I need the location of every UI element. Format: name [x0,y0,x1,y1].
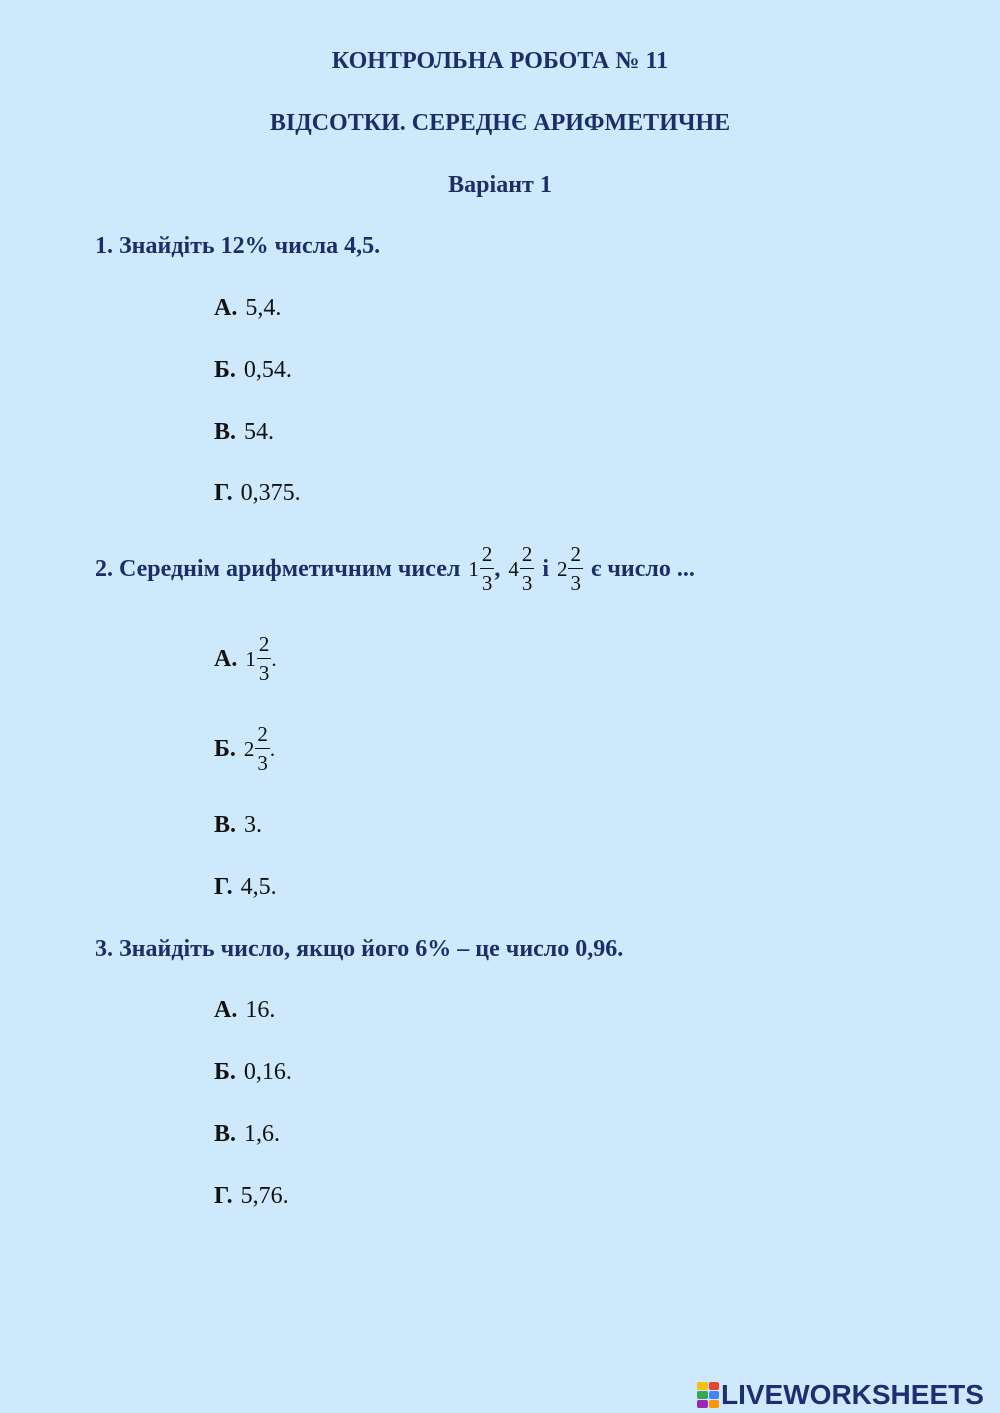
q3-option-b[interactable] [214,1059,292,1086]
option-value: 5,76. [240,1183,289,1209]
logo-block [697,1382,708,1390]
q2-option-d[interactable] [214,874,277,901]
option-value: 0,375. [240,480,301,506]
denominator: 3 [570,571,581,595]
option-letter: Б. [214,1059,236,1085]
separator-comma: , [494,555,501,582]
liveworksheets-logo[interactable] [697,1378,984,1412]
option-letter: Б. [214,735,236,762]
numerator: 2 [257,634,272,659]
option-value: 16. [245,997,276,1023]
option-value: 3. [244,812,263,838]
logo-block [709,1391,720,1399]
q1-option-b[interactable] [214,357,292,384]
question-2 [95,544,695,594]
question-1: 1. Знайдіть 12% числа 4,5. [95,233,381,259]
logo-mark-icon [697,1382,719,1408]
logo-block [709,1400,720,1408]
fraction [480,544,495,594]
q2-option-b[interactable] [214,724,275,774]
q3-option-a[interactable] [214,997,275,1024]
option-letter: А. [214,295,238,321]
fraction [255,724,270,774]
question-2-prefix: 2. Середнім арифметичним чисел [95,555,461,582]
denominator: 3 [257,751,268,775]
whole-part: 2 [243,736,255,761]
numerator: 2 [520,544,535,569]
mixed-number [245,634,276,684]
numerator: 2 [568,544,583,569]
option-letter: Б. [214,357,236,383]
question-2-suffix: є число ... [590,555,695,582]
q3-option-d[interactable] [214,1183,289,1210]
option-letter: А. [214,997,238,1023]
option-letter: В. [214,1121,237,1147]
q1-option-c[interactable] [214,419,274,446]
denominator: 3 [481,571,493,595]
mixed-number-2 [508,544,534,594]
option-letter: Г. [214,480,233,506]
option-letter: В. [214,812,237,838]
option-letter: Г. [214,874,233,900]
logo-block [697,1400,708,1408]
option-letter: А. [214,645,238,672]
numerator: 2 [480,544,495,569]
q1-option-d[interactable] [214,480,301,507]
q3-option-c[interactable] [214,1121,280,1148]
numerator: 2 [255,724,270,749]
test-topic: ВІДСОТКИ. СЕРЕДНЄ АРИФМЕТИЧНЕ [269,110,731,136]
whole-part: 1 [468,556,479,581]
question-3: 3. Знайдіть число, якщо його 6% – це число 0,96. [95,936,624,962]
logo-block [697,1391,708,1399]
option-letter: Г. [214,1183,233,1209]
logo-block [709,1382,720,1390]
option-value: 0,54. [243,357,292,383]
option-tail: . [271,646,277,671]
option-tail: . [269,736,276,761]
q2-option-c[interactable] [214,812,262,839]
variant-label: Варіант 1 [448,172,552,198]
whole-part: 2 [556,556,568,581]
q1-option-a[interactable] [214,295,281,322]
mixed-number-1 [468,544,494,594]
option-value: 0,16. [243,1059,292,1085]
option-value: 54. [244,419,275,445]
whole-part: 1 [245,646,256,671]
fraction [520,544,535,594]
option-value: 4,5. [240,874,277,900]
fraction [257,634,272,684]
option-letter: В. [214,419,237,445]
logo-text: LIVEWORKSHEETS [721,1379,984,1410]
fraction [568,544,583,594]
denominator: 3 [521,571,533,595]
option-value: 1,6. [244,1121,281,1147]
conjunction: і [542,555,549,582]
mixed-number [244,724,275,774]
denominator: 3 [258,661,270,685]
mixed-number-3 [557,544,583,594]
option-value: 5,4. [245,295,282,321]
whole-part: 4 [508,556,519,581]
q2-option-a[interactable] [214,634,277,684]
test-title: КОНТРОЛЬНА РОБОТА № 11 [331,48,669,74]
